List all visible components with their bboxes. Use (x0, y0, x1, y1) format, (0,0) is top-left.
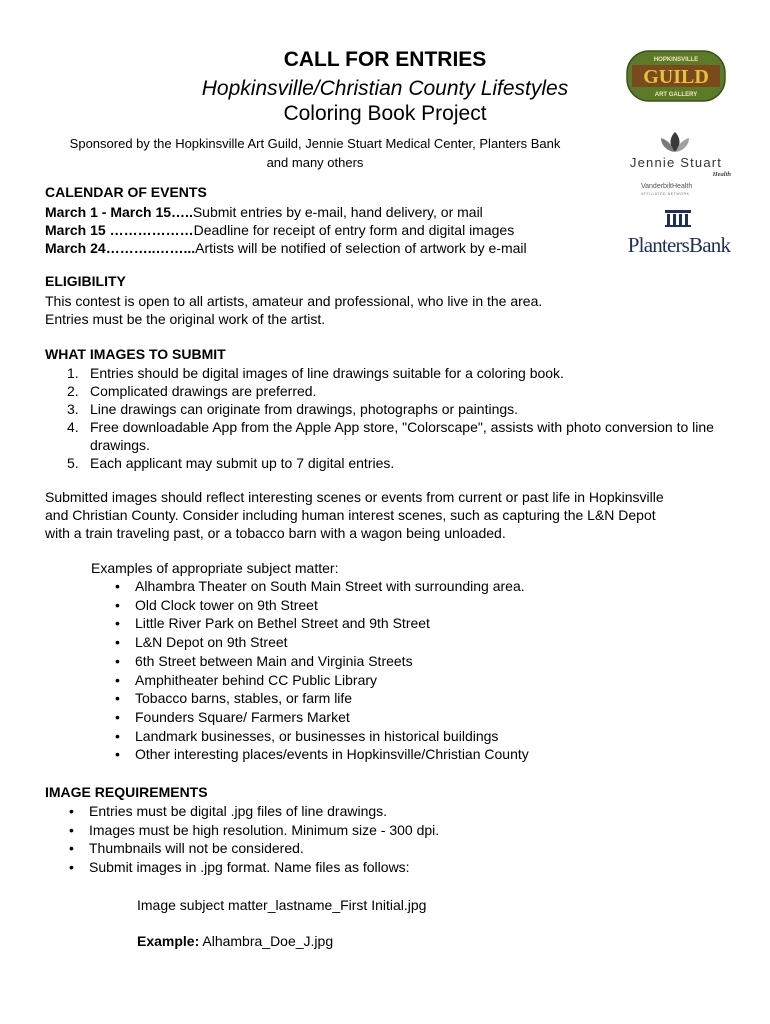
list-item: 2. Complicated drawings are preferred. (67, 383, 317, 399)
list-item: • Other interesting places/events in Hopkinsville/Christian County (115, 746, 529, 763)
list-item: • 6th Street between Main and Virginia Streets (115, 652, 413, 669)
submitted-line-3: with a train traveling past, or a tobacco barn with a wagon being unloaded. (45, 525, 506, 541)
list-item: • Submit images in .jpg format. Name files as follows: (69, 859, 410, 876)
event-text: Submit entries by e-mail, hand delivery, or mail (192, 204, 483, 220)
bank-building-icon (665, 210, 691, 227)
submitted-line-1: Submitted images should reflect interesting scenes or events from current or past life in Hopkinsville (45, 489, 664, 505)
list-item: 4. Free downloadable App from the Apple App store, "Colorscape", assists with photo conversion to line drawings. (67, 419, 714, 453)
page-subtitle-2: Coloring Book Project (283, 102, 487, 125)
example-filename (137, 932, 333, 950)
list-item: 5. Each applicant may submit up to 7 digital entries. (67, 455, 395, 471)
vanderbilt-text: VanderbiltHealth (641, 183, 693, 190)
list-item: • Thumbnails will not be considered. (69, 840, 304, 857)
event-text: Artists will be notified of selection of artwork by e-mail (195, 240, 527, 256)
planters-name: PlantersBank (627, 233, 731, 257)
list-item: • Images must be high resolution. Minimum size - 300 dpi. (69, 821, 440, 838)
calendar-event-2 (45, 221, 514, 239)
eligibility-line-2: Entries must be the original work of the artist. (45, 311, 326, 327)
submitted-line-2: and Christian County. Consider including human interest scenes, such as capturing the L&N Depot (45, 507, 656, 523)
list-item: 1. Entries should be digital images of line drawings suitable for a coloring book. (67, 365, 564, 381)
example-value: Alhambra_Doe_J.jpg (199, 933, 334, 949)
naming-format: Image subject matter_lastname_First Initial.jpg (137, 897, 427, 913)
art-guild-logo (626, 50, 726, 102)
sponsors-line-2: and many others (266, 155, 364, 170)
guild-top-text: HOPKINSVILLE (653, 57, 699, 63)
guild-bottom-text: ART GALLERY (654, 92, 698, 98)
jennie-name: Jennie Stuart (629, 155, 723, 170)
list-item: • Little River Park on Bethel Street and 9th Street (115, 615, 430, 632)
list-item: • Alhambra Theater on South Main Street with surrounding area. (115, 578, 525, 594)
page-subtitle: Hopkinsville/Christian County Lifestyles (201, 77, 569, 100)
list-item: • Old Clock tower on 9th Street (115, 596, 318, 613)
requirements-heading: IMAGE REQUIREMENTS (45, 784, 208, 800)
requirements-list (45, 802, 645, 877)
list-item: • L&N Depot on 9th Street (115, 634, 288, 651)
planters-bank-logo (623, 208, 735, 258)
list-item: • Amphitheater behind CC Public Library (115, 671, 378, 688)
jennie-stuart-logo (617, 130, 735, 202)
jennie-sub: Health (712, 171, 731, 178)
list-item: • Landmark businesses, or businesses in historical buildings (115, 727, 499, 744)
guild-letters (643, 66, 709, 88)
leaf-icon (661, 132, 689, 152)
sponsors-line-1: Sponsored by the Hopkinsville Art Guild, Jennie Stuart Medical Center, Planters Bank (69, 136, 561, 151)
eligibility-heading: ELIGIBILITY (45, 273, 126, 289)
list-item: • Founders Square/ Farmers Market (115, 708, 350, 725)
event-date: March 24………..……... (45, 240, 196, 256)
event-date: March 15 ……………… (45, 222, 194, 238)
sponsors-text (50, 134, 580, 172)
list-item: • Entries must be digital .jpg files of line drawings. (69, 803, 388, 819)
list-item: • Tobacco barns, stables, or farm life (115, 690, 353, 707)
images-list (45, 364, 735, 472)
guild-main-text: GUILD (643, 66, 709, 88)
event-text: Deadline for receipt of entry form and digital images (193, 222, 515, 238)
example-label: Example: (137, 933, 200, 949)
submitted-paragraph (45, 488, 745, 542)
calendar-event-3 (45, 239, 527, 257)
images-heading: WHAT IMAGES TO SUBMIT (45, 346, 226, 362)
eligibility-line-1: This contest is open to all artists, amateur and professional, who live in the area. (45, 293, 543, 309)
examples-list (91, 577, 651, 764)
examples-heading: Examples of appropriate subject matter: (91, 560, 339, 576)
list-item: 3. Line drawings can originate from drawings, photographs or paintings. (67, 401, 519, 417)
event-date: March 1 - March 15….. (45, 204, 193, 220)
affiliated-text: AFFILIATED NETWORK (641, 192, 690, 196)
calendar-heading: CALENDAR OF EVENTS (45, 184, 207, 200)
calendar-event-1 (45, 203, 483, 221)
page-title: CALL FOR ENTRIES (283, 48, 487, 71)
